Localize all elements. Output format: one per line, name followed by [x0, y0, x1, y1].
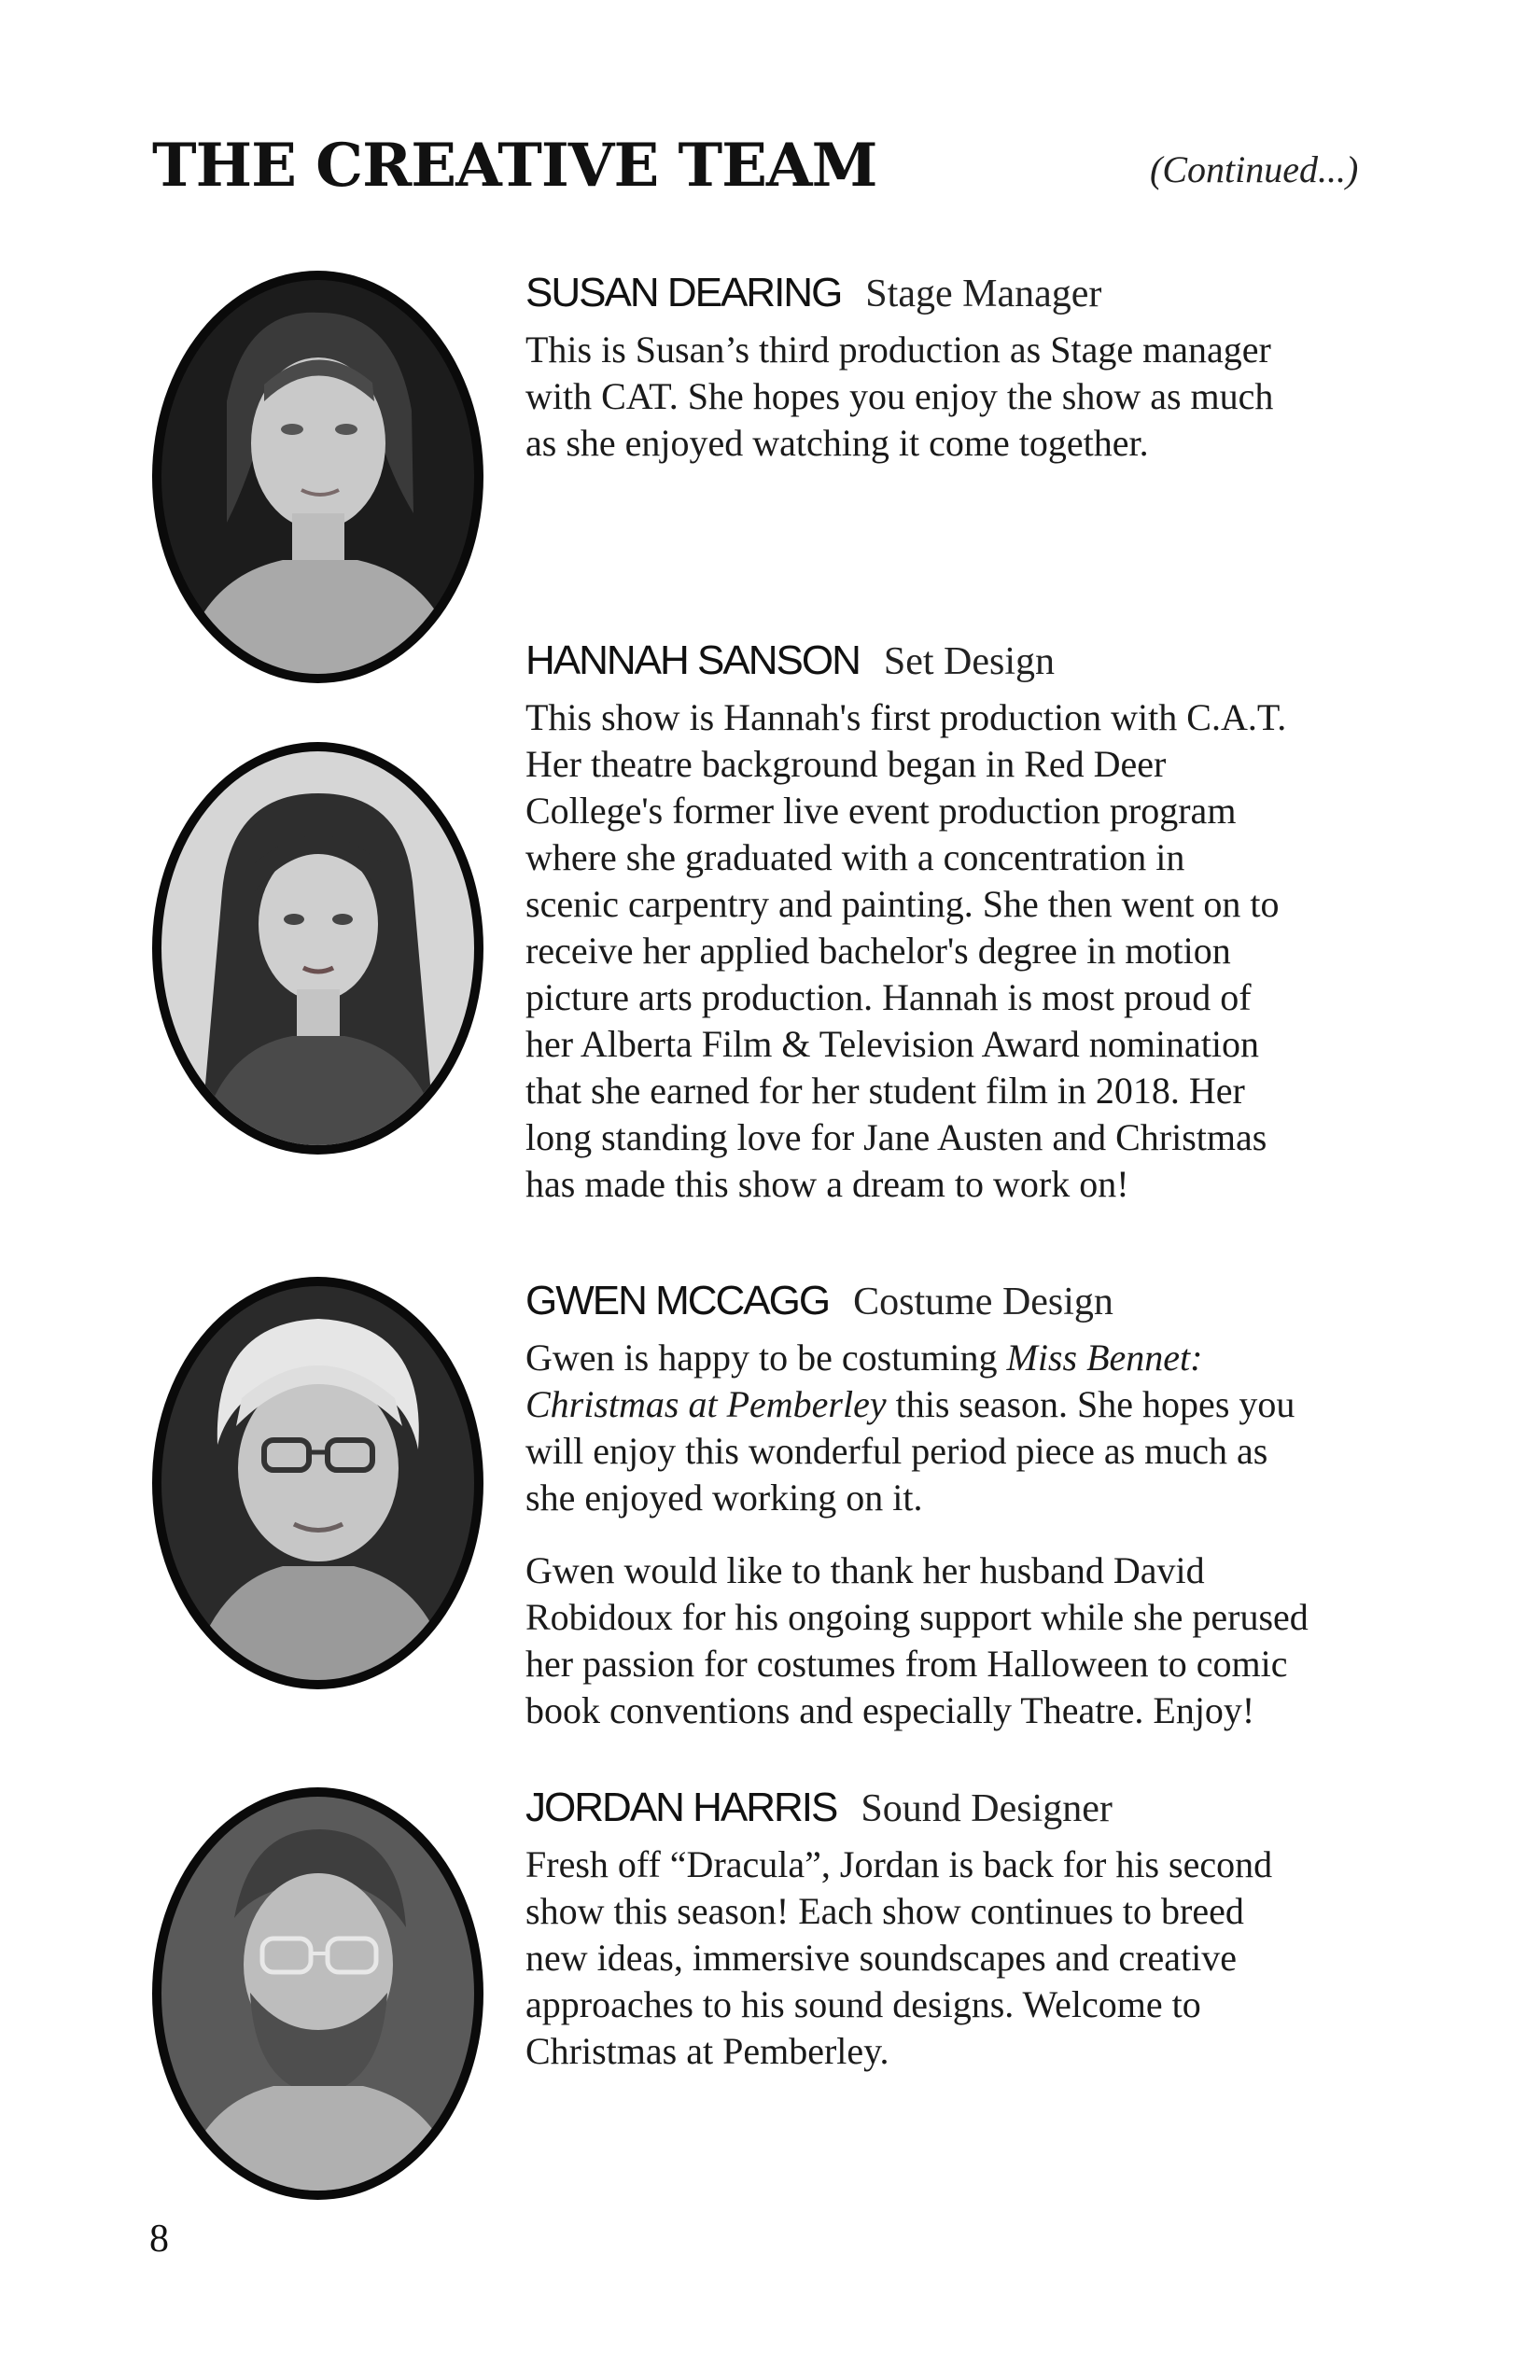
- bio-line: [525, 1381, 1421, 1428]
- member-bio: [525, 1841, 1421, 2075]
- page-heading: THE CREATIVE TEAM: [152, 131, 877, 201]
- member-role: Set Design: [883, 640, 1055, 683]
- portrait-photo: [152, 1787, 483, 2200]
- page-number: 8: [149, 2218, 169, 2261]
- bio-line: new ideas, immersive soundscapes and creative: [525, 1937, 1237, 1979]
- bio-line: she enjoyed working on it.: [525, 1477, 923, 1519]
- bio-line: her passion for costumes from Halloween to comic: [525, 1643, 1288, 1685]
- bio-line: with CAT. She hopes you enjoy the show as much: [525, 375, 1274, 417]
- member-bio: [525, 1335, 1421, 1521]
- member-bio: [525, 1547, 1421, 1734]
- portrait-photo: [152, 1277, 483, 1689]
- bio-line: will enjoy this wonderful period piece as much as: [525, 1430, 1268, 1472]
- bio-line: This is Susan’s third production as Stage manager: [525, 329, 1271, 371]
- bio-line: College's former live event production program: [525, 790, 1237, 832]
- member-role: Costume Design: [853, 1281, 1113, 1323]
- bio-line: approaches to his sound designs. Welcome to: [525, 1983, 1201, 2025]
- bio-text: Gwen is happy to be costuming: [525, 1337, 1007, 1379]
- show-title-italic: Christmas at Pemberley: [525, 1383, 887, 1425]
- bio-line: Gwen would like to thank her husband David: [525, 1549, 1205, 1591]
- member-bio: [525, 327, 1421, 467]
- bio-line: scenic carpentry and painting. She then went on to: [525, 883, 1280, 925]
- bio-line: Fresh off “Dracula”, Jordan is back for his second: [525, 1843, 1273, 1885]
- member-name: HANNAH SANSON: [525, 637, 860, 683]
- bio-line: picture arts production. Hannah is most proud of: [525, 976, 1252, 1018]
- show-title-italic: Miss Bennet:: [1006, 1337, 1203, 1379]
- member-role: Stage Manager: [865, 273, 1102, 315]
- bio-line: Christmas at Pemberley.: [525, 2030, 889, 2072]
- bio-line: Her theatre background began in Red Deer: [525, 743, 1167, 785]
- member-role: Sound Designer: [861, 1787, 1113, 1830]
- bio-line: [525, 1335, 1421, 1381]
- team-member-entry: [525, 637, 1421, 1208]
- bio-line: long standing love for Jane Austen and Christmas: [525, 1116, 1267, 1158]
- bio-line: where she graduated with a concentration in: [525, 836, 1185, 878]
- member-bio: [525, 694, 1421, 1208]
- bio-line: that she earned for her student film in 2018. Her: [525, 1070, 1245, 1112]
- team-member-entry: [525, 1787, 1421, 2075]
- bio-text: this season. She hopes you: [886, 1383, 1295, 1425]
- bio-line: Robidoux for his ongoing support while she perused: [525, 1596, 1309, 1638]
- continued-note: (Continued...): [1150, 148, 1359, 190]
- bio-line: as she enjoyed watching it come together.: [525, 422, 1149, 464]
- bio-line: her Alberta Film & Television Award nomination: [525, 1023, 1260, 1065]
- bio-line: show this season! Each show continues to breed: [525, 1890, 1244, 1932]
- member-name: GWEN MCCAGG: [525, 1278, 830, 1323]
- bio-line: receive her applied bachelor's degree in motion: [525, 930, 1231, 972]
- portrait-photo: [152, 742, 483, 1155]
- bio-line: has made this show a dream to work on!: [525, 1163, 1129, 1205]
- bio-line: This show is Hannah's first production with C.A.T.: [525, 696, 1287, 738]
- team-member-entry: [525, 1278, 1421, 1734]
- bio-line: book conventions and especially Theatre. Enjoy!: [525, 1689, 1255, 1731]
- member-name: JORDAN HARRIS: [525, 1785, 837, 1830]
- portrait-photo: [152, 271, 483, 683]
- member-name: SUSAN DEARING: [525, 270, 842, 315]
- team-member-entry: [525, 270, 1421, 467]
